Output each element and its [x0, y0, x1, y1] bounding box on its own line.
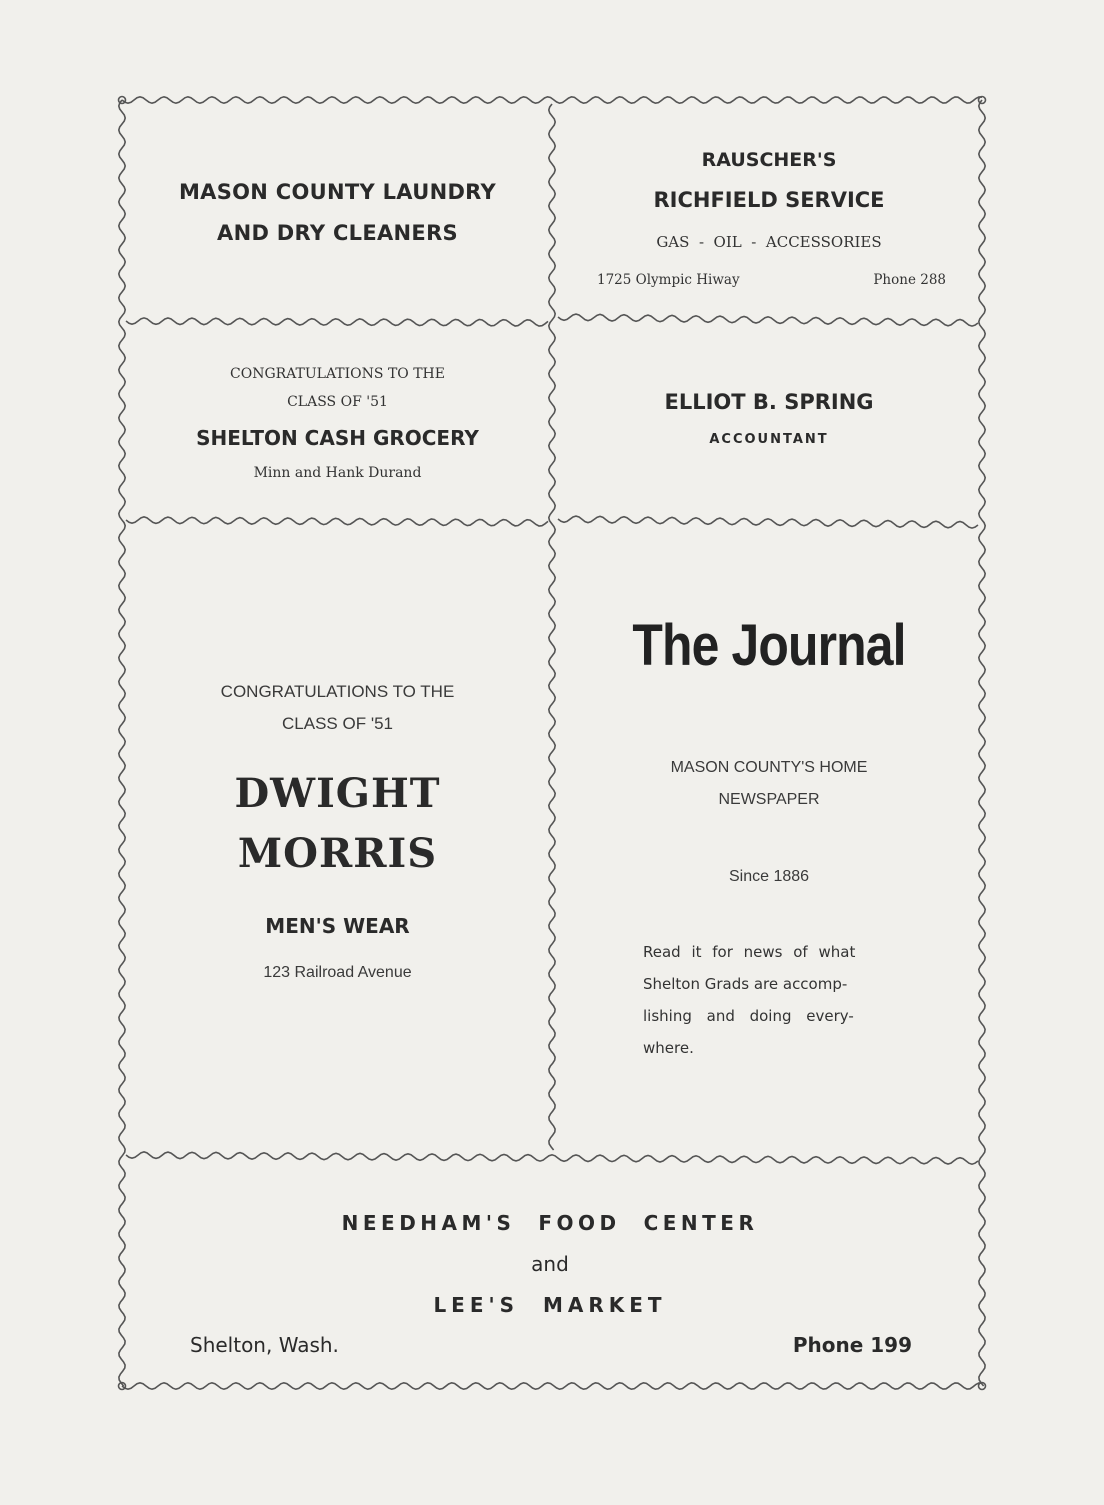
ad-the-journal — [560, 608, 978, 1064]
spring-name: ELLIOT B. SPRING — [664, 390, 874, 414]
journal-tagline-line1: MASON COUNTY'S HOME — [670, 759, 868, 776]
wavy-border-line — [126, 318, 548, 326]
needham-name-line2: LEE'S MARKET — [433, 1293, 667, 1317]
wavy-border-line — [558, 516, 978, 528]
laundry-name-line1: MASON COUNTY LAUNDRY — [178, 180, 497, 204]
wavy-border-line — [122, 97, 982, 103]
journal-blurb-line1: Read it for news of what — [643, 943, 856, 961]
grocery-name: SHELTON CASH GROCERY — [196, 426, 479, 450]
rauscher-address: 1725 Olympic Hiway — [597, 272, 740, 288]
ad-elliot-spring — [560, 384, 978, 452]
ad-needhams-food-center — [125, 1203, 975, 1371]
journal-blurb-line3: lishing and doing every- — [643, 1007, 854, 1025]
wavy-border-line — [122, 1383, 982, 1389]
wavy-border-line — [979, 100, 985, 1386]
ad-dwight-morris — [125, 676, 550, 988]
morris-address: 123 Railroad Avenue — [263, 964, 412, 981]
grocery-congrats-line2: CLASS OF '51 — [287, 394, 388, 410]
needham-city: Shelton, Wash. — [190, 1333, 339, 1357]
grocery-congrats-line1: CONGRATULATIONS TO THE — [230, 366, 445, 382]
wavy-border-line — [126, 517, 548, 526]
needham-and: and — [531, 1252, 569, 1276]
journal-tagline-line2: NEWSPAPER — [718, 791, 820, 808]
ad-mason-county-laundry — [125, 172, 550, 254]
wavy-border-line — [558, 314, 978, 326]
morris-congrats-line2: CLASS OF '51 — [282, 714, 393, 733]
journal-blurb-line2: Shelton Grads are accomp- — [643, 975, 848, 993]
morris-congrats-line1: CONGRATULATIONS TO THE — [220, 682, 455, 701]
needham-contact-row — [125, 1327, 975, 1371]
morris-name-line1: DWIGHT — [234, 770, 441, 817]
needham-name-line1: NEEDHAM'S FOOD CENTER — [341, 1211, 759, 1235]
rauscher-phone: Phone 288 — [873, 272, 946, 288]
journal-blurb-line4: where. — [643, 1039, 694, 1057]
spring-title: ACCOUNTANT — [709, 432, 829, 447]
wavy-border-line — [126, 1152, 978, 1164]
laundry-name-line2: AND DRY CLEANERS — [217, 221, 458, 245]
needham-phone: Phone 199 — [792, 1333, 912, 1357]
rauscher-service: RICHFIELD SERVICE — [653, 188, 885, 212]
wavy-border-line — [549, 104, 555, 1150]
ad-shelton-cash-grocery — [125, 360, 550, 486]
grocery-owners: Minn and Hank Durand — [253, 465, 422, 481]
journal-title: The Journal — [632, 613, 906, 678]
rauscher-contact-row — [560, 262, 978, 302]
journal-since: Since 1886 — [728, 868, 810, 885]
ad-rauschers-richfield — [560, 142, 978, 302]
rauscher-products: GAS - OIL - ACCESSORIES — [656, 233, 882, 251]
morris-name-line2: MORRIS — [237, 830, 438, 877]
rauscher-name: RAUSCHER'S — [701, 149, 837, 171]
journal-blurb — [643, 936, 978, 1064]
morris-category: MEN'S WEAR — [265, 914, 410, 938]
